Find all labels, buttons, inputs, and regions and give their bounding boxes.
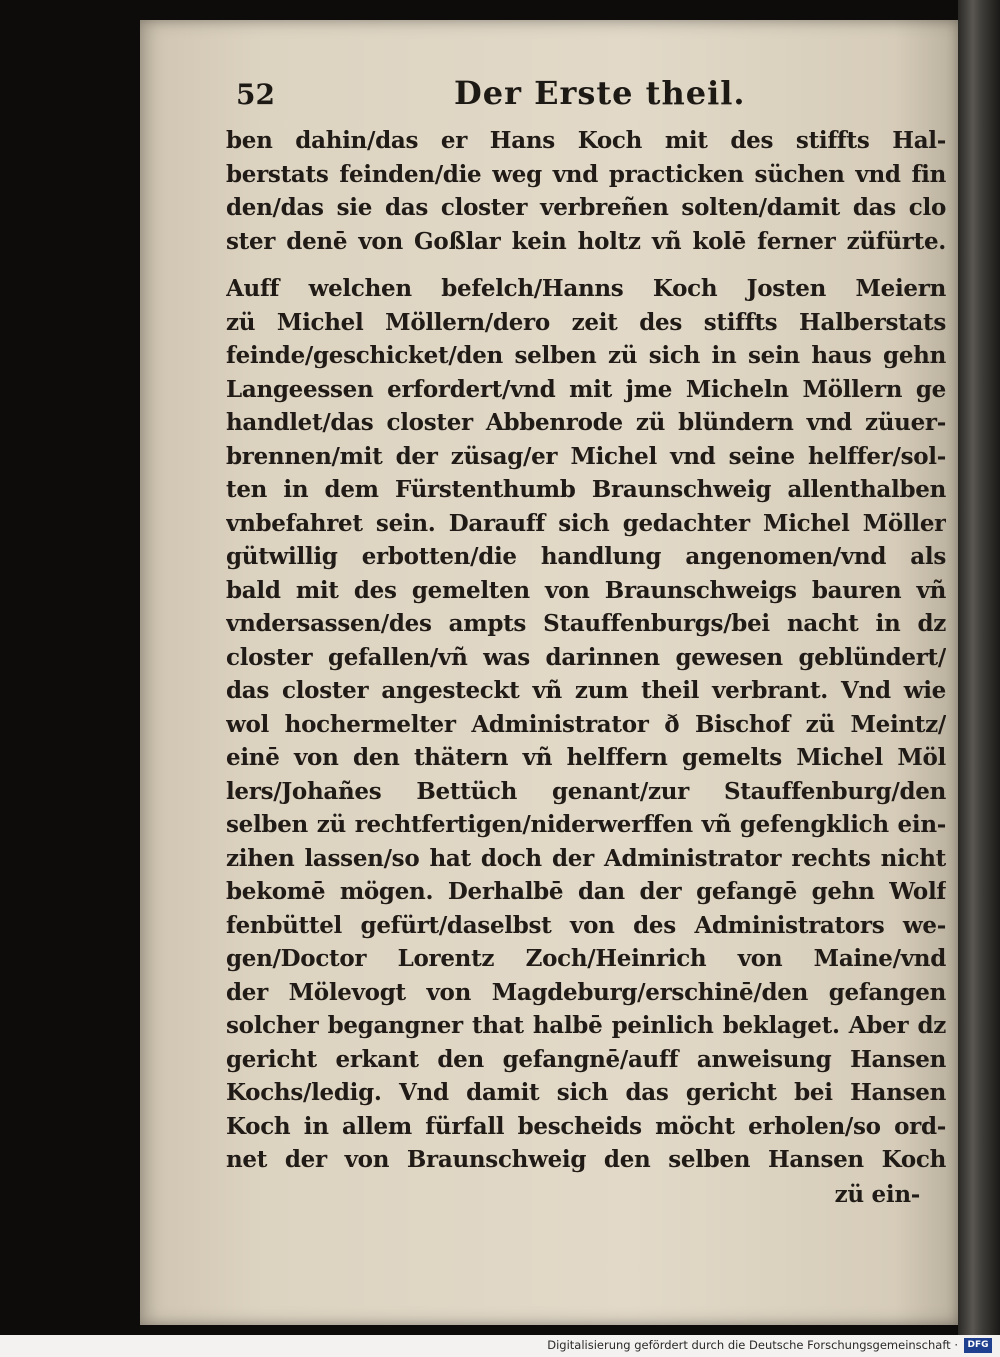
text-line: berstats feinden/die weg vnd practicken süchen vnd fin (226, 160, 946, 188)
text-line: den/das sie das closter verbreñen solten/damit das clo (226, 194, 946, 221)
text-line: closter gefallen/vñ was darinnen gewesen geblündert/ (226, 643, 946, 671)
text-line: bekomē mögen. Derhalbē dan der gefangē gehn Wolf (226, 878, 946, 905)
paragraph-gap (226, 258, 946, 272)
text-line: bald mit des gemelten von Braunschweigs bauren vñ (226, 576, 946, 604)
text-line: solcher begangner that halbē peinlich beklaget. Aber dz (226, 1012, 946, 1039)
digitization-footer (0, 1335, 1000, 1357)
paragraph-2 (226, 272, 946, 1177)
text-line: zihen lassen/so hat doch der Administrator rechts nicht (226, 844, 946, 872)
text-line: Auff welchen befelch/Hanns Koch Josten Meiern (226, 275, 946, 302)
catchword: zü ein- (834, 1180, 920, 1208)
page-number: 52 (236, 78, 275, 111)
text-line: gen/Doctor Lorentz Zoch/Heinrich von Maine/vnd (226, 945, 946, 972)
text-line: ten in dem Fürstenthumb Braunschweig allenthalben (226, 476, 946, 503)
running-head-title: Der Erste theil. (454, 74, 746, 112)
text-line: einē von den thätern vñ helffern gemelts Michel Möl (226, 744, 946, 771)
paper-page (140, 20, 960, 1325)
text-line: zü Michel Möllern/dero zeit des stiffts Halberstats (226, 308, 946, 336)
text-line: fenbüttel gefürt/daselbst von des Administrators we- (226, 911, 946, 939)
text-line: Koch in allem fürfall bescheids möcht erholen/so ord- (226, 1112, 946, 1140)
text-line: lers/Johañes Bettüch genant/zur Stauffenburg/den (226, 777, 946, 805)
text-line: brennen/mit der züsag/er Michel vnd seine helffer/sol- (226, 442, 946, 470)
text-line: handlet/das closter Abbenrode zü blündern vnd züuer- (226, 409, 946, 436)
text-line: ster denē von Goßlar kein holtz vñ kolē ferner züfürte. (226, 227, 946, 255)
body-text (226, 124, 946, 1213)
paragraph-1 (226, 124, 946, 258)
footer-credit: Digitalisierung gefördert durch die Deutsche Forschungsgemeinschaft · (547, 1338, 958, 1352)
text-line: Langeessen erfordert/vnd mit jme Micheln Möllern ge (226, 375, 946, 403)
book-edge (958, 0, 1000, 1335)
text-line: feinde/geschicket/den selben zü sich in sein haus gehn (226, 342, 946, 369)
text-line: net der von Braunschweig den selben Hansen Koch (226, 1146, 946, 1173)
text-line: selben zü rechtfertigen/niderwerffen vñ gefengklich ein- (226, 811, 946, 838)
text-line: wol hochermelter Administrator ð Bischof zü Meintz/ (226, 710, 946, 738)
page-content (226, 74, 946, 1213)
text-line: vnbefahret sein. Darauff sich gedachter Michel Möller (226, 509, 946, 537)
text-line: der Mölevogt von Magdeburg/erschinē/den gefangen (226, 978, 946, 1006)
text-line: vndersassen/des ampts Stauffenburgs/bei nacht in dz (226, 610, 946, 637)
text-line: Kochs/ledig. Vnd damit sich das gericht bei Hansen (226, 1079, 946, 1106)
text-line: gericht erkant den gefangnē/auff anweisung Hansen (226, 1045, 946, 1073)
running-head (226, 74, 946, 124)
text-line: gütwillig erbotten/die handlung angenomen/vnd als (226, 543, 946, 570)
text-line: ben dahin/das er Hans Koch mit des stiffts Hal- (226, 127, 946, 154)
text-line: das closter angesteckt vñ zum theil verbrant. Vnd wie (226, 677, 946, 704)
dfg-logo: DFG (964, 1338, 992, 1353)
